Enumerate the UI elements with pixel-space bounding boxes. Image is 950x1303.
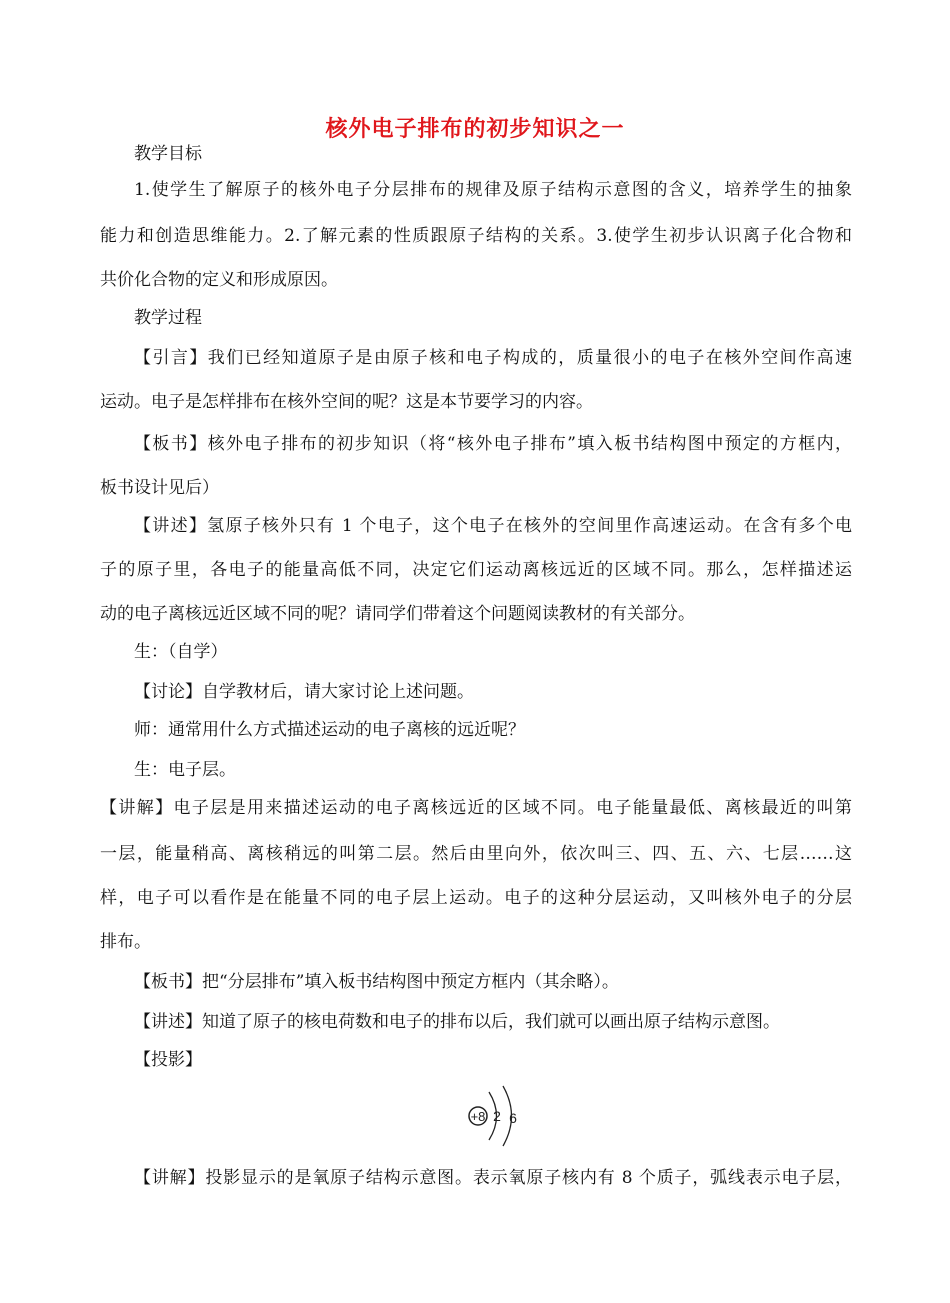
oxygen-atom-structure-diagram: [462, 1082, 522, 1150]
text-line: 生：（自学）: [134, 642, 228, 662]
text-line: 【讲解】电子层是用来描述运动的电子离核远近的区域不同。电子能量最低、离核最近的叫第: [100, 798, 852, 818]
text-line: 【板书】把“分层排布”填入板书结构图中预定方框内（其余略）。: [134, 972, 619, 992]
text-line: 【板书】核外电子排布的初步知识（将“核外电子排布”填入板书结构图中预定的方框内，: [134, 434, 852, 454]
text-line: 师：通常用什么方式描述运动的电子离核的远近呢？: [134, 720, 525, 740]
shell1-electron-count: 2: [493, 1108, 501, 1124]
text-line: 【讨论】自学教材后，请大家讨论上述问题。: [134, 682, 474, 702]
text-line: 一层，能量稍高、离核稍远的叫第二层。然后由里向外，依次叫三、四、五、六、七层……这: [100, 844, 852, 864]
text-line: 动的电子离核远近区域不同的呢？请同学们带着这个问题阅读教材的有关部分。: [100, 604, 695, 624]
document-title: 核外电子排布的初步知识之一: [325, 116, 625, 142]
text-line: 子的原子里，各电子的能量高低不同，决定它们运动离核远近的区域不同。那么，怎样描述运: [100, 560, 852, 580]
text-line: 生：电子层。: [134, 760, 236, 780]
text-line: 能力和创造思维能力。2.了解元素的性质跟原子结构的关系。3.使学生初步认识离子化合物和: [100, 226, 852, 246]
text-line: 排布。: [100, 932, 151, 952]
heading-projection: 【投影】: [134, 1050, 202, 1070]
text-line: 1.使学生了解原子的核外电子分层排布的规律及原子结构示意图的含义，培养学生的抽象: [134, 180, 852, 200]
text-line: 样，电子可以看作是在能量不同的电子层上运动。电子的这种分层运动，又叫核外电子的分层: [100, 888, 852, 908]
heading-teaching-goals: 教学目标: [134, 144, 202, 164]
text-line: 【讲述】氢原子核外只有 1 个电子，这个电子在核外的空间里作高速运动。在含有多个电: [134, 516, 852, 536]
shell2-electron-count: 6: [509, 1110, 517, 1126]
text-line: 运动。电子是怎样排布在核外空间的呢？这是本节要学习的内容。: [100, 392, 593, 412]
text-line: 共价化合物的定义和形成原因。: [100, 270, 338, 290]
heading-teaching-process: 教学过程: [134, 308, 202, 328]
text-line: 【讲解】投影显示的是氧原子结构示意图。表示氧原子核内有 8 个质子，弧线表示电子层，: [134, 1168, 852, 1188]
text-line: 【引言】我们已经知道原子是由原子核和电子构成的，质量很小的电子在核外空间作高速: [134, 348, 852, 368]
text-line: 【讲述】知道了原子的核电荷数和电子的排布以后，我们就可以画出原子结构示意图。: [134, 1012, 780, 1032]
nucleus-charge-label: +8: [470, 1109, 486, 1124]
text-line: 板书设计见后）: [100, 478, 219, 498]
